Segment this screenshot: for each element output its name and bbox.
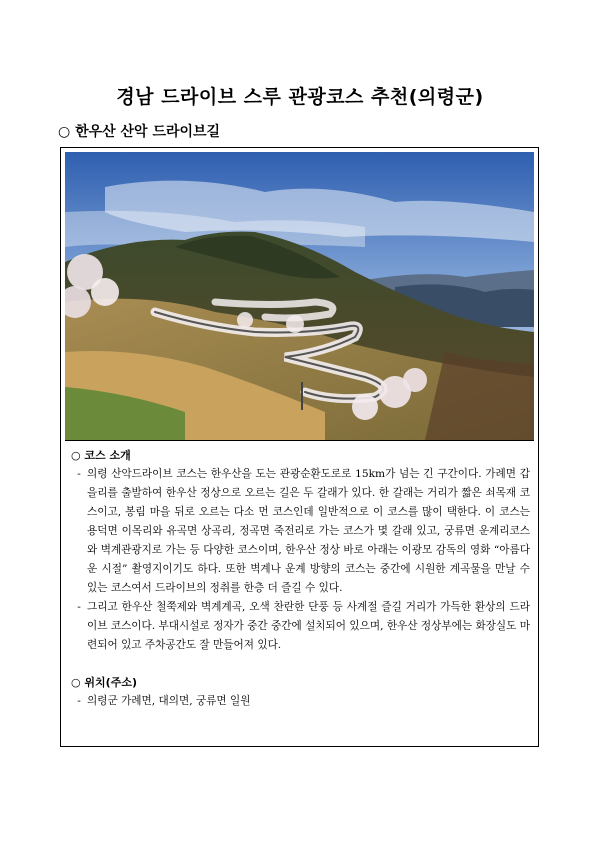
location-bullet (71, 692, 530, 711)
course-subheading: ○ 한우산 산악 드라이브길 (58, 124, 221, 140)
course-bullet-text: 그리고 한우산 철쭉제와 벽계계곡, 오색 찬란한 단풍 등 사계절 즐길 거리가 가득한 환상의 드라이브 코스이다. 부대시설로 정자가 중간 중간에 설치되어 있으며, 한우산 정상부에는 화장실도 마련되어 있고 주차공간도 잘 만들어져 있다. (87, 601, 530, 651)
course-bullet-text: 의령 산악드라이브 코스는 한우산을 도는 관광순환도로로 15km가 넘는 긴 구간이다. 가례면 갑을리를 출발하여 한우산 정상으로 오르는 길은 두 갈래가 있다. 한 갈래는 거리가 짧은 쇠목재 코스이고, 봉림 마을 뒤로 오르는 다소 먼 코스인데 일반적으로 이 코스를 많이 택한다. 이 코스는 용덕면 이목리와 유곡면 상곡리, 정곡면 죽전리로 가는 코스가 몇 갈래 있고, 궁류면 운계리코스와 벽계관광지로 가는 등 다양한 코스이며, 한우산 정상 바로 아래는 이광모 감독의 영화 “아름다운 시절” 촬영지이기도 하다. 또한 벽계나 운계 방향의 코스는 중간에 시원한 계곡물을 만날 수 있는 코스여서 드라이브의 정취를 한층 더 즐길 수 있다. (87, 468, 530, 594)
course-bullet (71, 598, 530, 655)
bullet-marker: - (77, 695, 81, 707)
page-title: 경남 드라이브 스루 관광코스 추천(의령군) (116, 86, 484, 108)
location-bullet-text: 의령군 가례면, 대의면, 궁류면 일원 (87, 695, 251, 707)
bullet-marker: - (77, 601, 81, 613)
content-box (60, 147, 539, 747)
course-bullet (71, 465, 530, 598)
course-intro-heading: ○ 코스 소개 (71, 449, 131, 462)
content-text (61, 446, 540, 711)
location-heading: ○ 위치(주소) (71, 676, 137, 689)
mountain-road-photo (65, 152, 534, 441)
bullet-marker: - (77, 468, 81, 480)
